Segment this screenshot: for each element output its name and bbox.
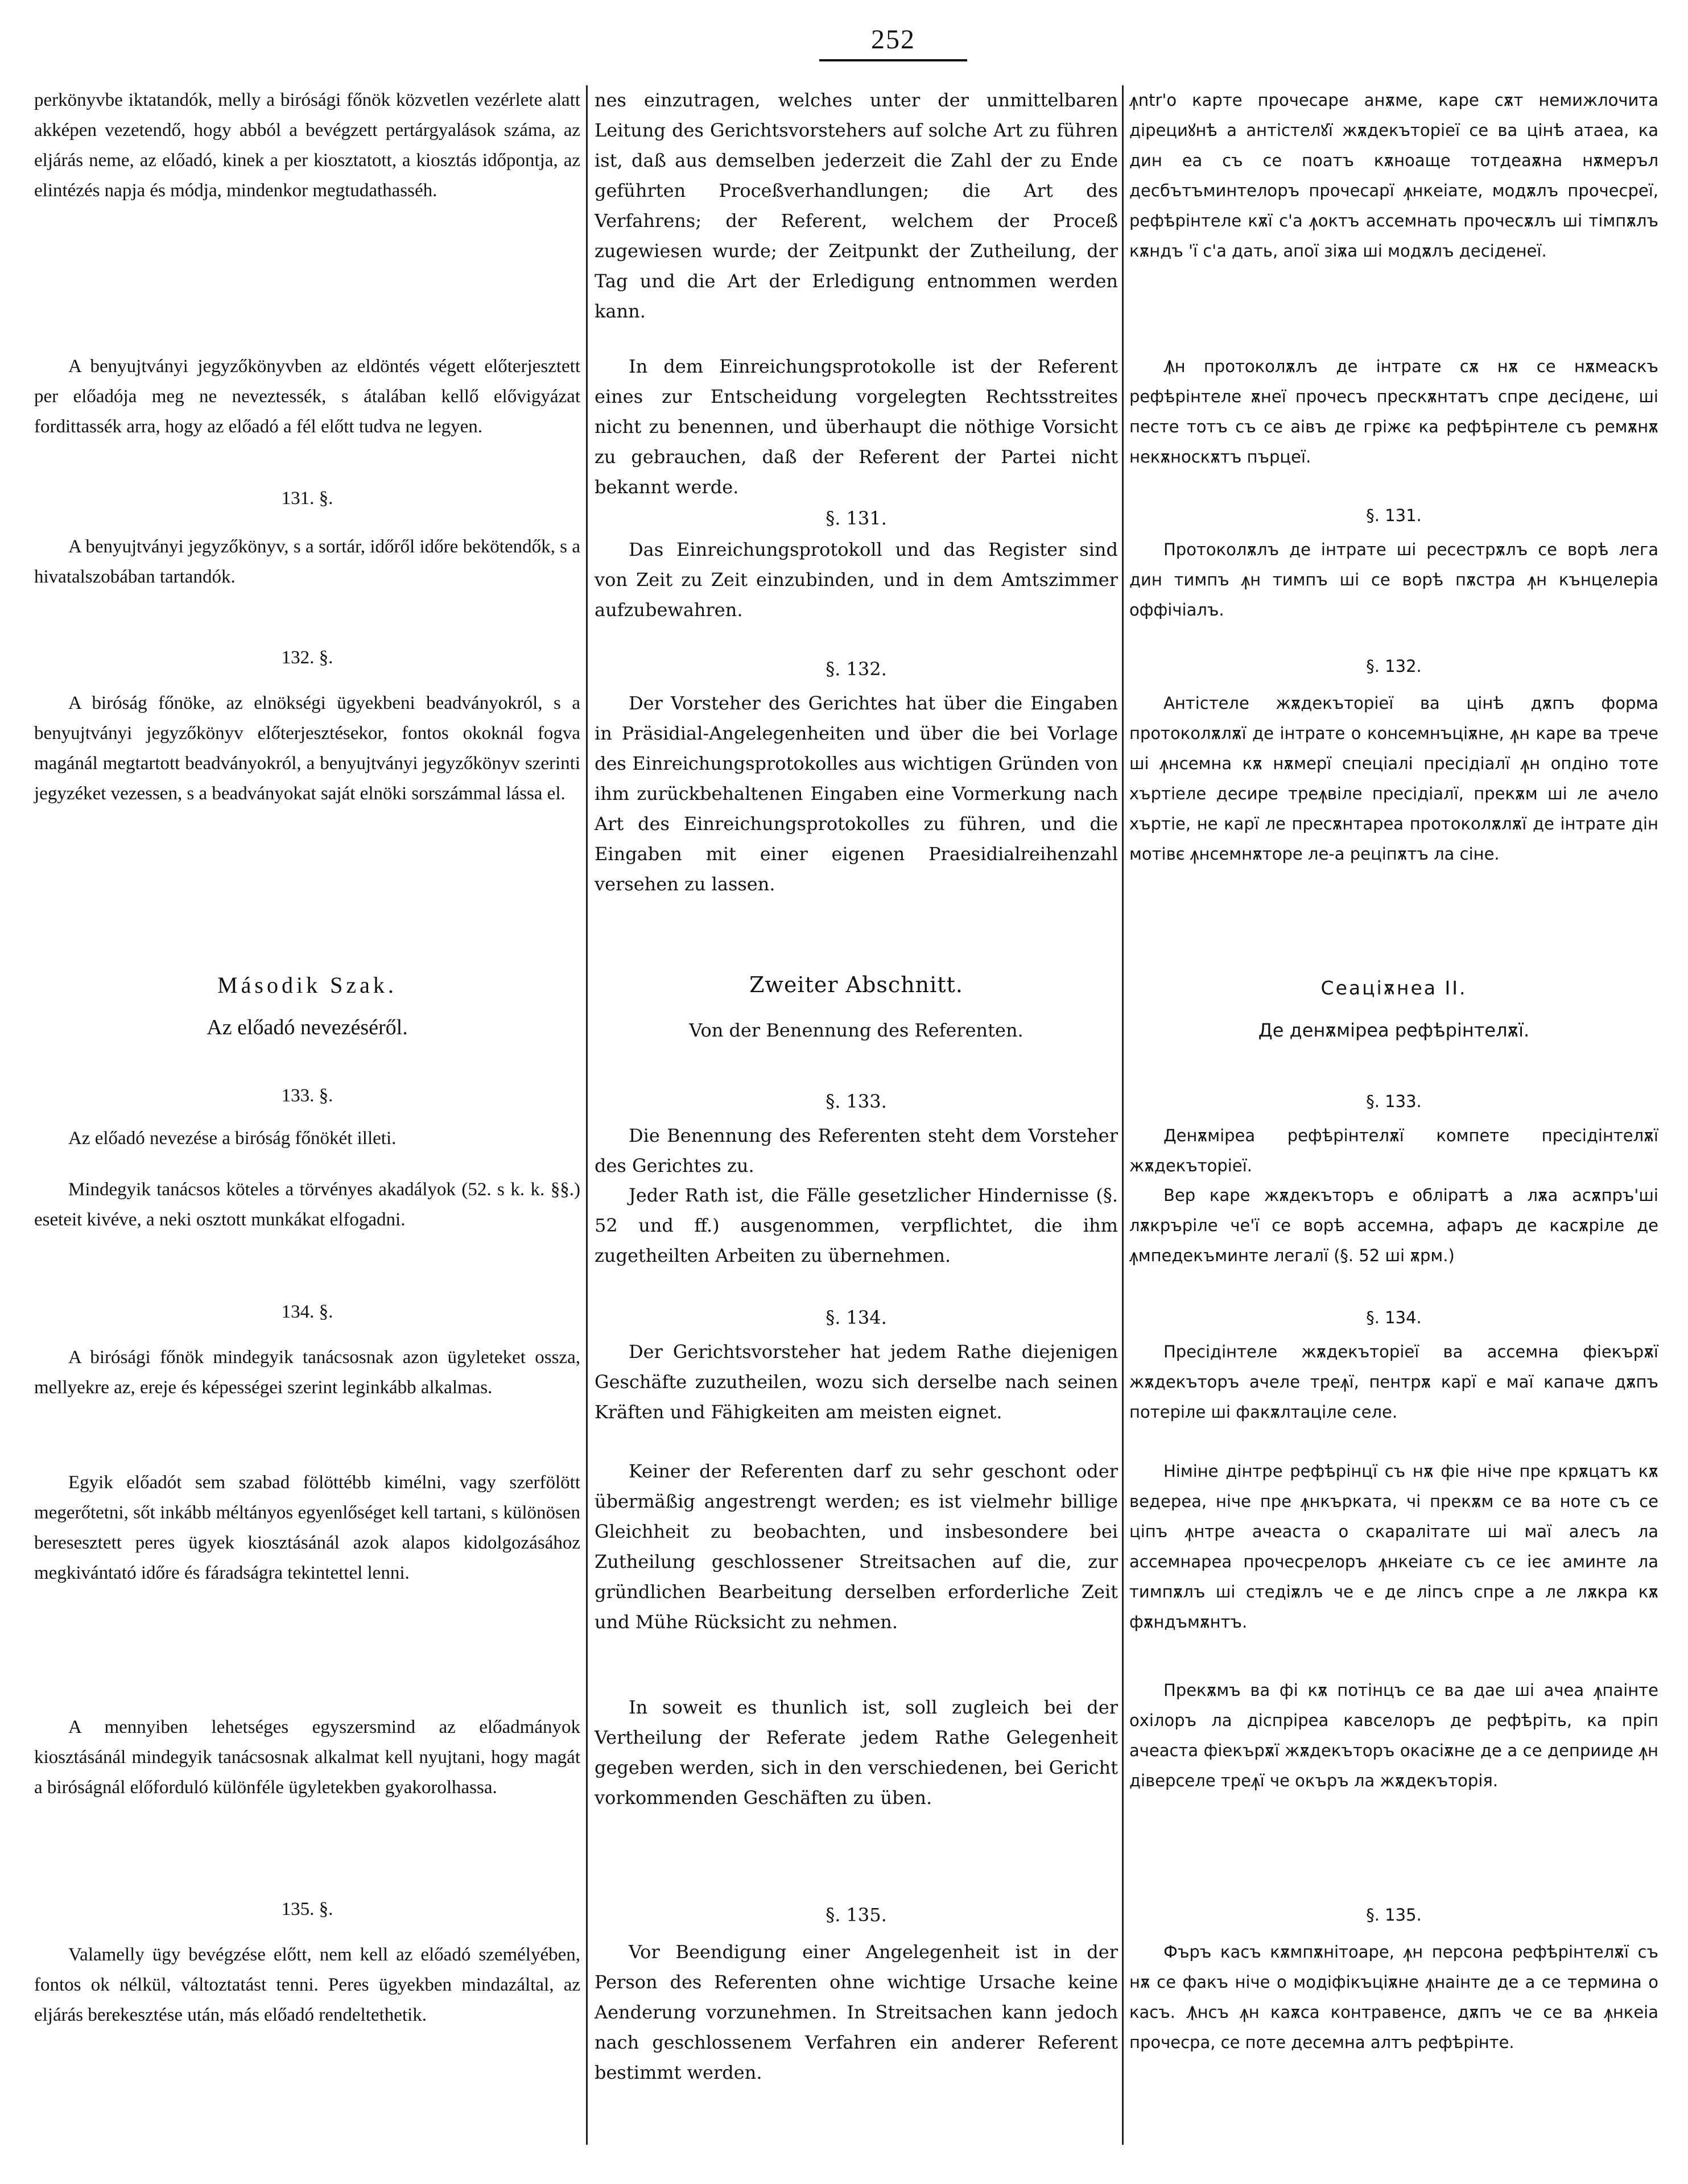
paragraph: A mennyiben lehetséges egyszersmind az előadmányok kiosztásánál mindegyik tanácsosnak alkalmat kell nyujtani, hogy magát a biróságnál előforduló különféle ügyletekben gyakorolhassa.	[34, 1717, 580, 1798]
section-heading: §. 132.	[826, 658, 887, 680]
chapter-subtitle: Az előadó nevezéséről.	[207, 1015, 408, 1039]
section-heading: 134. §.	[281, 1302, 333, 1322]
section-heading: §. 133.	[826, 1091, 887, 1112]
section-heading: 132. §.	[281, 647, 333, 668]
section-heading: §. 134.	[1366, 1308, 1422, 1327]
column-divider	[1122, 85, 1124, 2145]
paragraph: A biróság főnöke, az elnökségi ügyekbeni beadványokról, s a benyujtványi jegyzőkönyv előterjesztésekor, fontos okoknál fogva magánál megtartott beadványokról, a benyujtványi jegyzőkönyv szerinti jegyzéket vezessen, s a beadványokat saját elnöki sorszámmal lássa el.	[34, 693, 580, 804]
paragraph: Keiner der Referenten darf zu sehr geschont oder übermäßig angestrengt werden; es ist vielmehr billige Gleichheit zu beobachten, und insbesondere bei Zutheilung geschlossener Streitsachen auf die, zur gründlichen Bearbeitung derselben erforderliche Zeit und Mühe Rücksicht zu nehmen.	[595, 1460, 1118, 1633]
chapter-subtitle: Де денѫміреа рефѣрінтелѫї.	[1258, 1019, 1530, 1041]
section-heading: §. 132.	[1366, 657, 1422, 676]
section-heading: 131. §.	[281, 488, 333, 509]
page-number-rule	[819, 59, 967, 61]
paragraph: Антістеле жѫдекъторiеї ва цінѣ дѫпъ форма протоколѫлѫї де інтрате о консемнъціѫне, ꙟн каре ва трече ші ꙟнсемна кѫ нѫмерї спеціалі пресідіалї ꙟн опдіно тоте хъртіеле десире треꙟвіле пресідіалї, прекѫм ші ле ачело хъртiе, не карї ле пресѫнтареа протоколѫлѫї де інтрате дін мотівє ꙟнсемнѫторе ле-а реціпѫтъ ла сіне.	[1129, 693, 1658, 864]
paragraph: perkönyvbe iktatandók, melly a birósági főnök közvetlen vezérlete alatt akképen vezetendő, hogy abból a bevégzett pertárgyalások száma, az eljárás neme, az előadó, kinek a per kiosztatott, a kiosztás időpontja, az elintézés napja és módja, mindenkor megtudathasséh.	[34, 90, 580, 201]
romanian-column	[1129, 85, 1658, 2168]
paragraph: Фъръ касъ кѫмпѫнітоаре, ꙟн персона рефѣрінтелѫї съ нѫ се факъ ніче о модіфікъціѫне ꙟнаінте де а се термина о касъ. Ꙟнсъ ꙟн каѫса контравенсе, дѫпъ че се ва ꙟнкеіа прочесра, се поте десемна алтъ рефѣрінте.	[1129, 1942, 1658, 2052]
section-heading: §. 131.	[826, 507, 887, 529]
paragraph: Протоколѫлъ де інтрате ші ресестрѫлъ се ворѣ лега дин тимпъ ꙟн тимпъ ші се ворѣ пѫстра ꙟн кънцелерiа оффічіалъ.	[1129, 540, 1658, 620]
section-heading: §. 133.	[1366, 1092, 1422, 1111]
paragraph: ꙟntr'o карте прочесаре анѫме, каре сѫт немижлочита дiрециꙋнѣ а антістелꙋї жѫдекъторiеї се ва цінѣ атаеа, ка дин еа съ се поатъ кѫноаще тотдеаѫна нѫмеръл десбътъминтелоръ прочесарї ꙟнкеіате, модѫлъ прочесрeї, рефѣрінтеле кѫї с'а ꙟоктъ ассемнать прочесѫлъ ші тімпѫлъ кѫндъ 'ї с'а дать, апої зіѫа ші модѫлъ десіденеї.	[1129, 90, 1658, 261]
paragraph: A benyujtványi jegyzőkönyvben az eldöntés végett előterjesztett per előadója meg ne neveztessék, s átalában kellő elővigyázat fordittassék arra, hogy az előadó a fél előtt tudva ne legyen.	[34, 356, 580, 437]
german-column	[595, 85, 1118, 2168]
chapter-heading: Сеаціѫнеа II.	[1320, 977, 1467, 999]
paragraph: Прекѫмъ ва фі кѫ потінцъ се ва дае ші ачеа ꙟпаінте охілоръ ла діспріреа кавселоръ де рефѣріть, ка пріп ачеаста фіекърѫї жѫдекъторъ окасіѫне де а се деприиде ꙟн діверселе треꙟї че окъръ ла жѫдекъторiя.	[1129, 1681, 1658, 1790]
section-heading: §. 135.	[1366, 1905, 1422, 1925]
paragraph: Der Vorsteher des Gerichtes hat über die Eingaben in Präsidial-Angelegenheiten und über die bei Vorlage des Einreichungsprotokolles aus wichtigen Gründen von ihm zurückbehaltenen Eingaben eine Vormerkung nach Art des Einreichungsprotokolles zu führen, und die Eingaben mit einer eigenen Praesidialreihenzahl versehen zu lassen.	[595, 692, 1118, 895]
paragraph: Вер каре жѫдекъторъ е обліратѣ а лѫа асѫпръ'ші лѫкръріле че'ї се ворѣ ассемна, афаръ де касѫріле де ꙟмпедекъминте легалї (§. 52 ші ѫрм.)	[1129, 1186, 1658, 1265]
paragraph: In dem Einreichungsprotokolle ist der Referent eines zur Entscheidung vorgelegten Rechtsstreites nicht zu benennen, und überhaupt die nöthige Vorsicht zu gebrauchen, daß der Referent der Partei nicht bekannt werde.	[595, 356, 1118, 498]
section-heading: §. 135.	[826, 1904, 887, 1926]
paragraph: Egyik előadót sem szabad fölöttébb kimélni, vagy szerfölött megerőtetni, sőt inkább méltányos egyenlőséget kell tartani, s különösen beresesztett peres ügyek kiosztásánál azok alapos kidolgozásához megkivántató időre és fáradságra tekintettel lenni.	[34, 1472, 580, 1583]
paragraph: Денѫміреа рефѣрінтелѫї компете пресідінтелѫї жѫдекъторiеї.	[1129, 1126, 1658, 1175]
chapter-subtitle: Von der Benennung des Referenten.	[689, 1019, 1023, 1041]
page-number: 252	[871, 24, 915, 55]
paragraph: Valamelly ügy bevégzése előtt, nem kell az előadó személyében, fontos ok nélkül, változtatást tenni. Peres ügyekben mindazáltal, az eljárás berekesztése után, más előadó rendeltethetik.	[34, 1944, 580, 2025]
paragraph: Mindegyik tanácsos köteles a törvényes akadályok (52. s k. k. §§.) eseteit kivéve, a neki osztott munkákat elfogadni.	[34, 1179, 580, 1230]
chapter-heading: Második Szak.	[217, 972, 397, 998]
hungarian-column	[34, 85, 580, 2168]
section-heading: 135. §.	[281, 1899, 333, 1919]
column-divider	[586, 85, 588, 2145]
section-heading: 133. §.	[281, 1085, 333, 1106]
section-heading: §. 134.	[826, 1307, 887, 1328]
section-heading: §. 131.	[1366, 506, 1422, 525]
paragraph: Das Einreichungsprotokoll und das Register sind von Zeit zu Zeit einzubinden, und in dem Amtszimmer aufzubewahren.	[595, 539, 1118, 621]
paragraph: A birósági főnök mindegyik tanácsosnak azon ügyleteket ossza, mellyekre az, ereje és képességei szerint leginkább alkalmas.	[34, 1347, 580, 1398]
paragraph: Jeder Rath ist, die Fälle gesetzlicher Hindernisse (§. 52 und ff.) ausgenommen, verpflichtet, die ihm zugetheilten Arbeiten zu übernehmen.	[595, 1184, 1118, 1266]
paragraph: Der Gerichtsvorsteher hat jedem Rathe diejenigen Geschäfte zuzutheilen, wozu sich derselbe nach seinen Kräften und Fähigkeiten am meisten eignet.	[595, 1341, 1118, 1423]
paragraph: Vor Beendigung einer Angelegenheit ist in der Person des Referenten ohne wichtige Ursache keine Aenderung vorzunehmen. In Streitsachen kann jedoch nach geschlossenem Verfahren ein anderer Referent bestimmt werden.	[595, 1941, 1118, 2083]
paragraph: A benyujtványi jegyzőkönyv, s a sortár, időről időre bekötendők, s a hivatalszobában tartandók.	[34, 536, 580, 587]
paragraph: Az előadó nevezése a biróság főnökét illeti.	[68, 1128, 397, 1149]
paragraph: In soweit es thunlich ist, soll zugleich bei der Vertheilung der Referate jedem Rathe Gelegenheit gegeben werden, sich in den verschiedenen, bei Gericht vorkommenden Geschäften zu üben.	[595, 1696, 1118, 1809]
paragraph: Ꙟн протоколѫлъ де інтрате сѫ нѫ се нѫмеаскъ рефѣрінтеле ѫнеї прочесъ прескѫнтатъ спре десіденє, ші пеcте тотъ съ се аівъ де гріжє ка рефѣрінтеле съ ремѫнѫ некѫноскѫтъ пърцеї.	[1129, 357, 1658, 466]
paragraph: Пресідінтеле жѫдекъторiеї ва ассемна фіекърѫї жѫдекъторъ ачеле треꙟї, пентрѫ карї е маї капаче дѫпъ потеріле ші факѫлтацiле селе.	[1129, 1342, 1658, 1422]
paragraph: Німіне дінтре рефѣрінцї съ нѫ фіе ніче пре крѫцатъ кѫ ведереа, ніче пре ꙟнкърката, чі прекѫм се ва ноте съ се ціпъ ꙟнтре ачеаста о скаралітате ші маї алесъ ла ассемнареа прочесрелоръ ꙟнкеіате съ се іеє аминте ла тимпѫлъ ші стедіѫлъ че е де ліпсъ спре а ле лѫкра кѫ фѫндъмѫнтъ.	[1129, 1461, 1658, 1632]
chapter-heading: Zweiter Abschnitt.	[749, 972, 963, 997]
paragraph: nes einzutragen, welches unter der unmittelbaren Leitung des Gerichtsvorstehers auf solche Art zu führen ist, daß aus demselben jederzeit die Zahl der zu Ende geführten Proceßverhandlungen; die Art des Verfahrens; der Referent, welchem der Proceß zugewiesen wurde; der Zeitpunkt der Zutheilung, der Tag und die Art der Erledigung entnommen werden kann.	[595, 89, 1118, 322]
paragraph: Die Benennung des Referenten steht dem Vorsteher des Gerichtes zu.	[595, 1125, 1118, 1176]
